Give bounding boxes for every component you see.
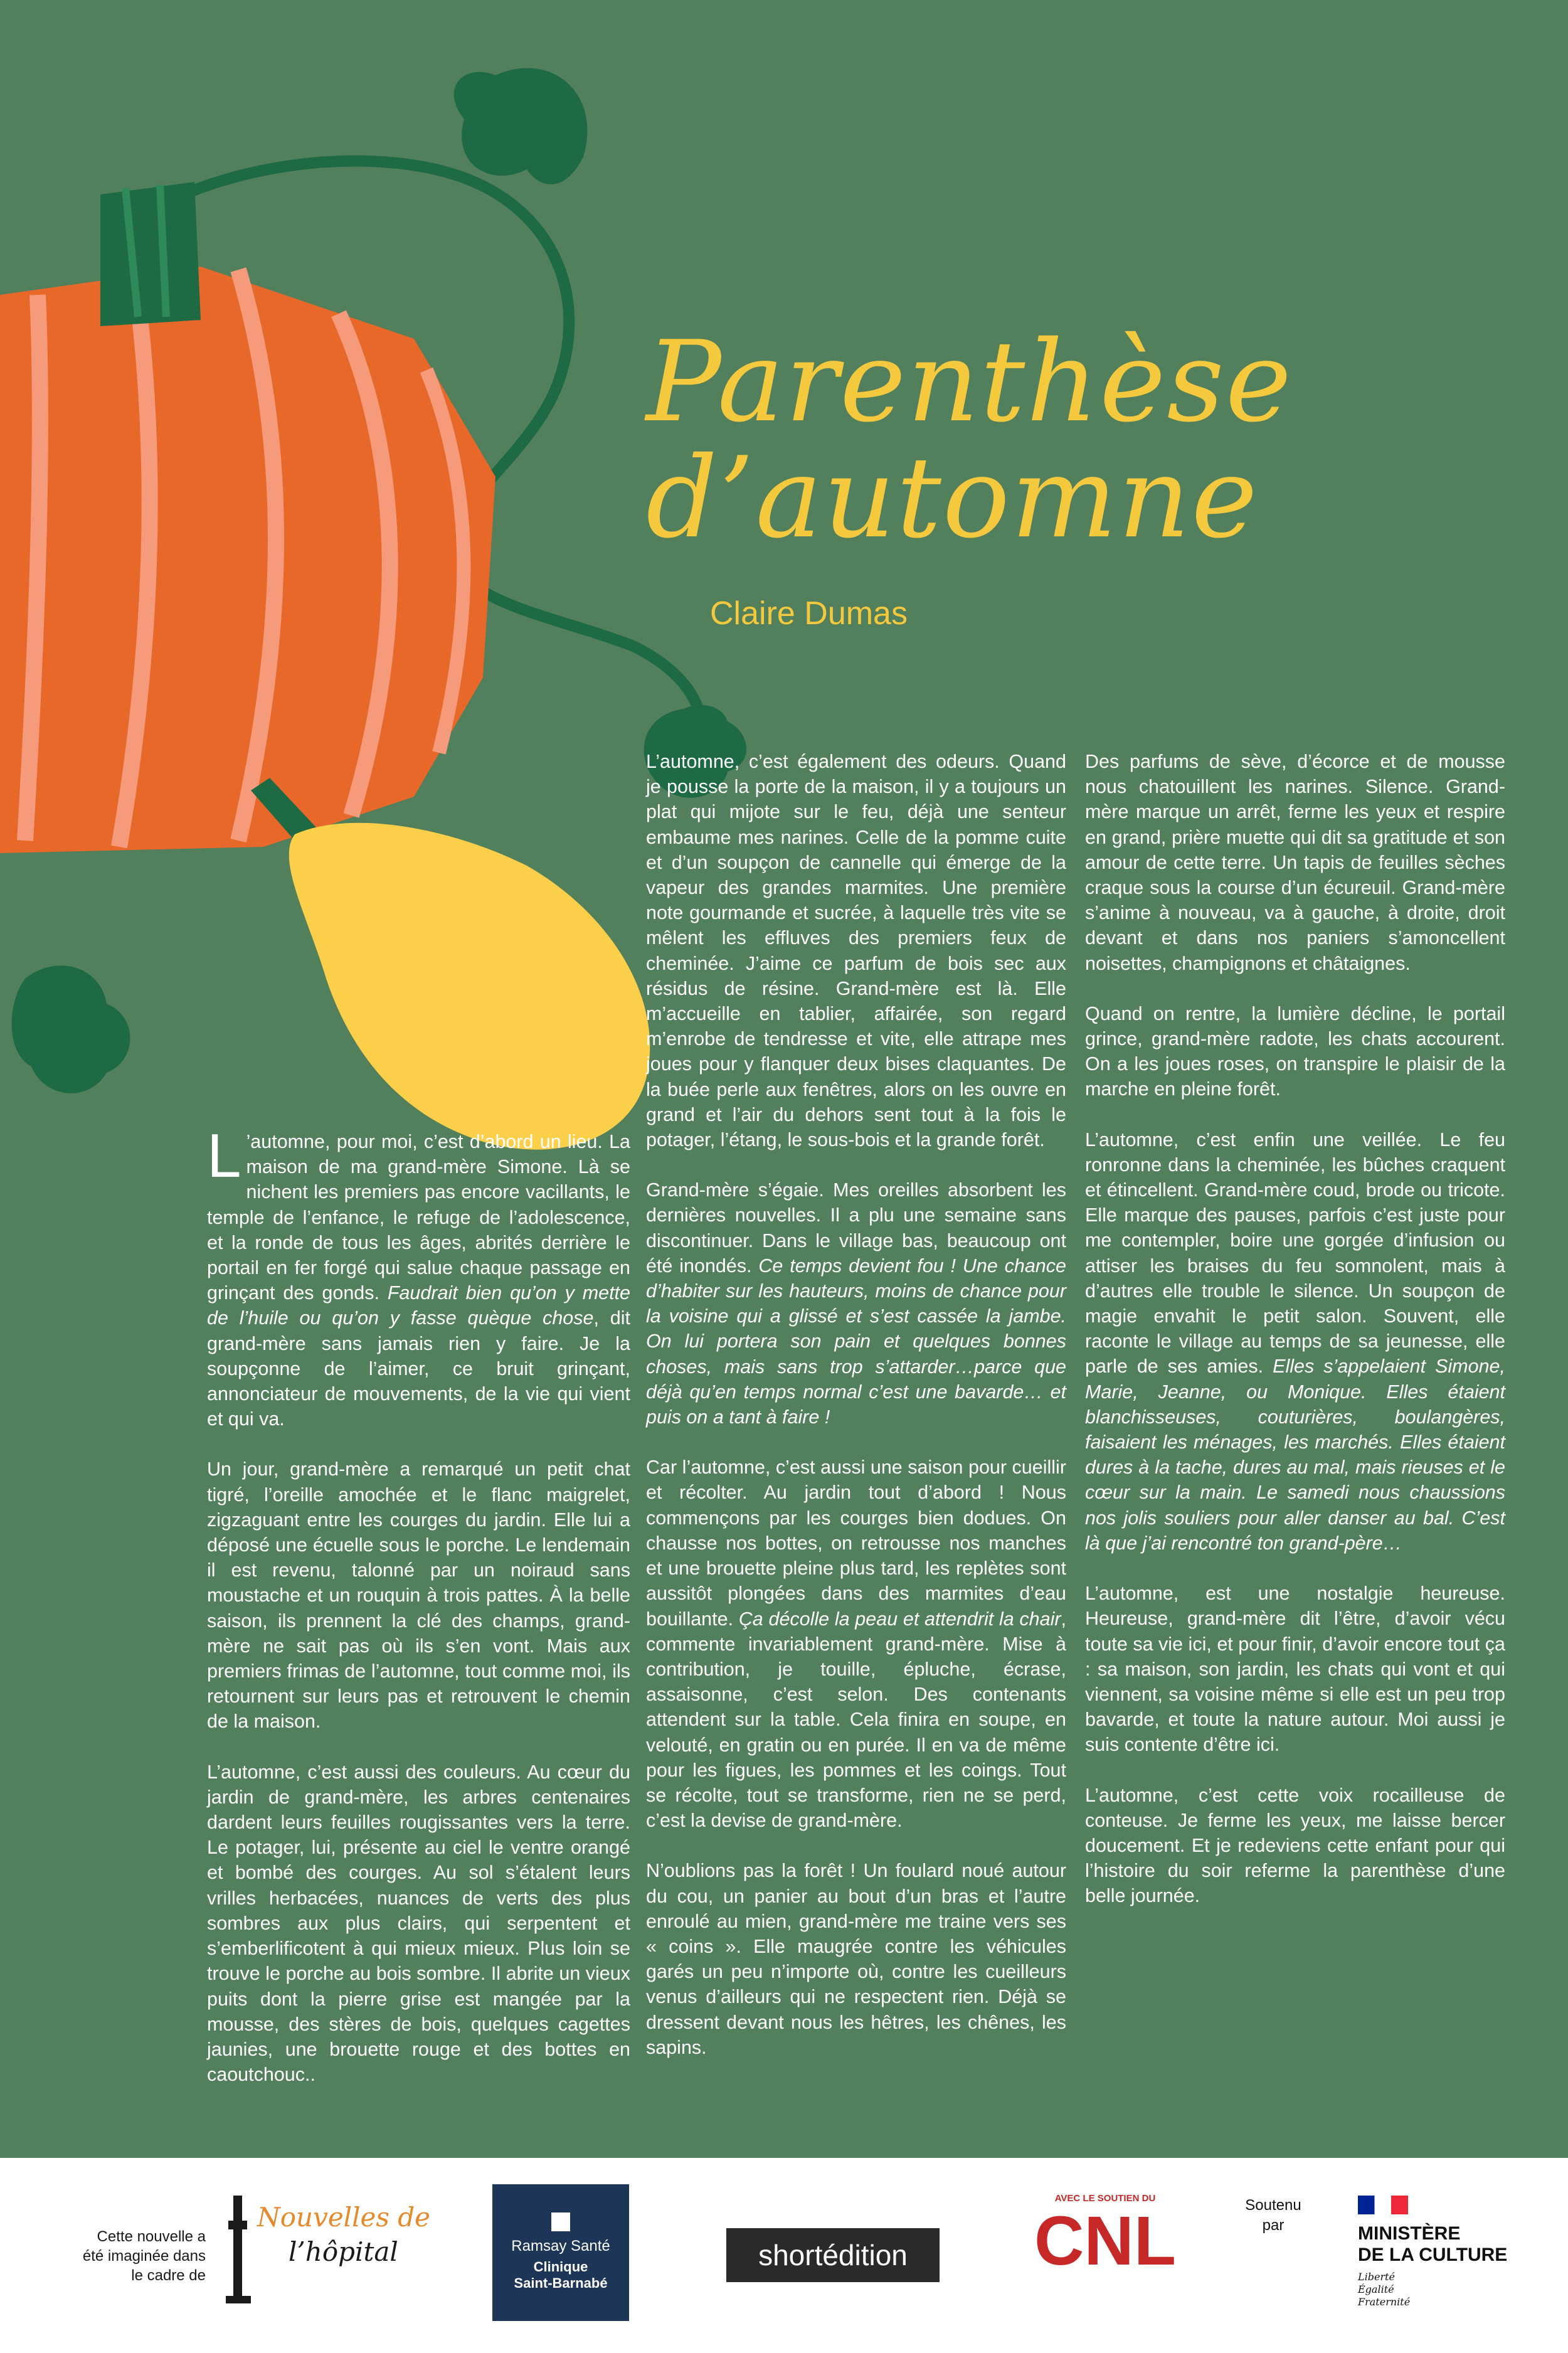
- cadre-text: Cette nouvelle a été imaginée dans le cadre de: [82, 2228, 206, 2284]
- ramsay-emblem-icon: [551, 2212, 570, 2231]
- story-title-line-1: Parenthèse: [646, 317, 1293, 447]
- marianne-icon: [1358, 2196, 1408, 2214]
- ramsay-line-3: Saint-Barnabé: [514, 2275, 608, 2291]
- nouvelles-line-2: l’hôpital: [289, 2236, 398, 2267]
- cnl-wordmark: CNL: [1034, 2202, 1177, 2280]
- pumpkin-illustration: [0, 182, 495, 853]
- cnl-logo[interactable]: [1030, 2183, 1180, 2321]
- ramsay-sante-logo[interactable]: [492, 2184, 629, 2321]
- text-column-3: [1085, 749, 1505, 1934]
- sponsor-footer: [0, 2158, 1568, 2353]
- paragraph-text: , dit grand-mère sans jamais rien y faire. Je la soupçonne de l’aimer, ce bruit grinçant, annonciateur de mouvements, de la vie qui vient et qui va.: [207, 1307, 630, 1430]
- paragraph: N’oublions pas la forêt ! Un foulard noué autour du cou, un panier au bout d’un bras et l’autre enroulé au mien, grand-mère me traine vers ses « coins ». Elle maugrée contre les véhicules garés un peu n’importe où, contre les cueilleurs venus d’ailleurs qui ne respectent rien. Déjà se dressent devant nous les hêtres, les chênes, les sapins.: [646, 1860, 1066, 2058]
- text-column-2: [646, 749, 1066, 2085]
- leaf-icon: [454, 68, 588, 184]
- paragraph: Un jour, grand-mère a remarqué un petit chat tigré, l’oreille amochée et le flanc maigrelet, zigzaguant entre les courges du jardin. Elle lui a déposé une écuelle sous le porche. Le lendemain il est revenu, talonné par un noiraud sans moustache et un rouquin à trois pattes. À la belle saison, ils prennent la clé des champs, grand-mère ne sait pas où ils s’en vont. Mais aux premiers frimas de l’automne, tout comme moi, ils retournent sur leurs pas et retrouvent le chemin de la maison.: [207, 1458, 630, 1733]
- author-name: Claire Dumas: [710, 595, 908, 632]
- ramsay-line-1: Ramsay Santé: [511, 2238, 610, 2255]
- paragraph: Quand on rentre, la lumière décline, le portail grince, grand-mère radote, les chats accourent. On a les joues roses, on transpire le plaisir de la marche en pleine forêt.: [1085, 1002, 1505, 1100]
- dialogue-text: Ça décolle la peau et attendrit la chair: [738, 1608, 1061, 1630]
- nouvelles-hopital-logo[interactable]: [226, 2183, 431, 2321]
- ministere-culture-logo[interactable]: [1245, 2183, 1534, 2327]
- devise-liberte: Liberté: [1358, 2271, 1395, 2283]
- squash-illustration: [251, 778, 650, 1150]
- drop-cap: L: [207, 1121, 241, 1190]
- paragraph: [1085, 1127, 1505, 1556]
- ramsay-line-2: Clinique: [533, 2259, 588, 2275]
- paragraph: [646, 1455, 1066, 1833]
- paragraph-text: L’automne, c’est enfin une veillée. Le feu ronronne dans la cheminée, les bûches craquent et étincellent. Grand-mère coud, brode ou tricote. Elle marque des pauses, parfois c’est juste pour me contempler, boire une gorgée d’infusion ou attiser les braises du feu somnolent, mais à d’autres elle trouble le silence. Un soupçon de magie envahit le petit salon. Souvent, elle raconte le village au temps de sa jeunesse, elle parle de ses amies.: [1085, 1129, 1505, 1378]
- dialogue-text: Elles s’appelaient Simone, Marie, Jeanne, ou Monique. Elles étaient blanchisseuses, couturières, boulangères, faisaient les ménages, les marchés. Elles étaient dures à la tache, dures au mal, mais rieuses et le cœur sur la main. Le samedi nous chaussions nos jolis souliers pour aller danser au bal. C’est là que j’ai rencontré ton grand-père…: [1085, 1356, 1505, 1554]
- paragraph-text: ’automne, pour moi, c’est d’abord un lieu. La maison de ma grand-mère Simone. Là se nichent les premiers pas encore vacillants, le temple de l’enfance, le refuge de l’adolescence, et la ronde de tous les âges, abrités derrière le portail en fer forgé qui salue chaque passage en grinçant des gonds.: [207, 1131, 630, 1304]
- ministere-line-2: DE LA CULTURE: [1358, 2244, 1508, 2265]
- dialogue-text: Faudrait bien qu’on y mette de l’huile ou qu’on y fasse quèque chose: [207, 1282, 630, 1329]
- dialogue-text: Ce temps devient fou ! Une chance d’habiter sur les hauteurs, moins de chance pour la voisine qui a glissé et s’est cassée la jambe. On lui portera son pain et quelques bonnes choses, mais sans trop s’attarder…parce que déjà qu’en temps normal c’est une bavarde… et puis on a tant à faire !: [646, 1255, 1066, 1428]
- story-title-line-2: d’automne: [646, 433, 1259, 563]
- paragraph-text: Grand-mère s’égaie. Mes oreilles absorbent les dernières nouvelles. Il a plu une semaine sans discontinuer. Dans le village bas, beaucoup ont été inondés.: [646, 1179, 1066, 1277]
- cnl-tagline: AVEC LE SOUTIEN DU: [1054, 2193, 1156, 2204]
- ministere-line-1: MINISTÈRE: [1358, 2223, 1461, 2244]
- devise-egalite: Égalité: [1358, 2283, 1394, 2295]
- paragraph-text: Car l’automne, c’est aussi une saison pour cueillir et récolter. Au jardin tout d’abord ! Nous commençons par les courges bien dodues. On chausse nos bottes, on retrousse nos manches et une brouette pleine plus tard, les replètes sont aussitôt plongées dans des marmites d’eau bouillante.: [646, 1457, 1066, 1630]
- paragraph: [207, 1121, 630, 1431]
- text-column-1: [207, 1121, 630, 2112]
- paragraph: Des parfums de sève, d’écorce et de mousse nous chatouillent les narines. Silence. Grand-mère marque un arrêt, ferme les yeux et respire en grand, prière muette qui dit sa gratitude et son amour de cette terre. Un tapis de feuilles sèches craque sous la course d’un écureuil. Grand-mère s’anime à nouveau, va à gauche, à droite, droit devant et dans nos paniers s’amoncellent noisettes, champignons et châtaignes.: [1085, 751, 1505, 974]
- paragraph: L’automne, c’est aussi des couleurs. Au cœur du jardin de grand-mère, les arbres centenaires dardent leurs feuilles rougissantes vers la terre. Le potager, lui, présente au ciel le ventre orangé et bombé des courges. Au sol s’étalent leurs vrilles herbacées, nuances de verts des plus sombres aux plus clairs, qui serpentent et s’emberlificotent à qui mieux mieux. Plus loin se trouve le porche au bois sombre. Il abrite un vieux puits dont la pierre grise est mangée par la mousse, des stères de bois, quelques cagettes jaunies, une brouette rouge et des bottes en caoutchouc..: [207, 1761, 630, 2086]
- paragraph: [646, 1177, 1066, 1430]
- paragraph: L’automne, c’est également des odeurs. Quand je pousse la porte de la maison, il y a toujours un plat qui mijote sur le feu, déjà une senteur embaume mes narines. Celle de la pomme cuite et d’un soupçon de cannelle qui émerge de la vapeur des grandes marmites. Une première note gourmande et sucrée, à laquelle très vite se mêlent les effluves des premiers feux de cheminée. J’aime ce parfum de bois sec aux résidus de résine. Grand-mère est là. Elle m’accueille en tablier, affairée, son regard m’enrobe de tendresse et vite, elle attrape mes joues pour y flanquer deux bises claquantes. De la buée perle aux fenêtres, alors on les ouvre en grand et l’air du dehors sent tout à la fois le potager, l’étang, le sous-bois et la grande forêt.: [646, 751, 1066, 1151]
- soutenu-text: Soutenu par: [1245, 2197, 1301, 2234]
- devise-fraternite: Fraternité: [1358, 2296, 1411, 2308]
- nouvelles-line-1: Nouvelles de: [257, 2202, 431, 2233]
- leaf-icon: [12, 965, 130, 1093]
- paragraph: L’automne, c’est cette voix rocailleuse de conteuse. Je ferme les yeux, me laisse bercer doucement. Et je redeviens cette enfant pour qui l’histoire du soir referme la parenthèse d’une belle journée.: [1085, 1784, 1505, 1907]
- paragraph-text: , commente invariablement grand-mère. Mise à contribution, je touille, épluche, écrase, assaisonne, c’est selon. Des contenants attendent sur la table. Cela finira en soupe, en velouté, en gratin ou en purée. Il en va de même pour les figues, les pommes et les coings. Tout se récolte, tout se transforme, rien ne se perd, c’est la devise de grand-mère.: [646, 1608, 1066, 1832]
- paragraph: L’automne, est une nostalgie heureuse. Heureuse, grand-mère dit l’être, d’avoir vécu toute sa vie ici, et pour finir, d’avoir encore tout ça : sa maison, son jardin, les chats qui vont et qui viennent, sa voisine même si elle est un peu trop bavarde, et toute la nature autour. Moi aussi je suis contente d’être ici.: [1085, 1583, 1505, 1756]
- shortedition-logo[interactable]: shortédition: [726, 2228, 940, 2282]
